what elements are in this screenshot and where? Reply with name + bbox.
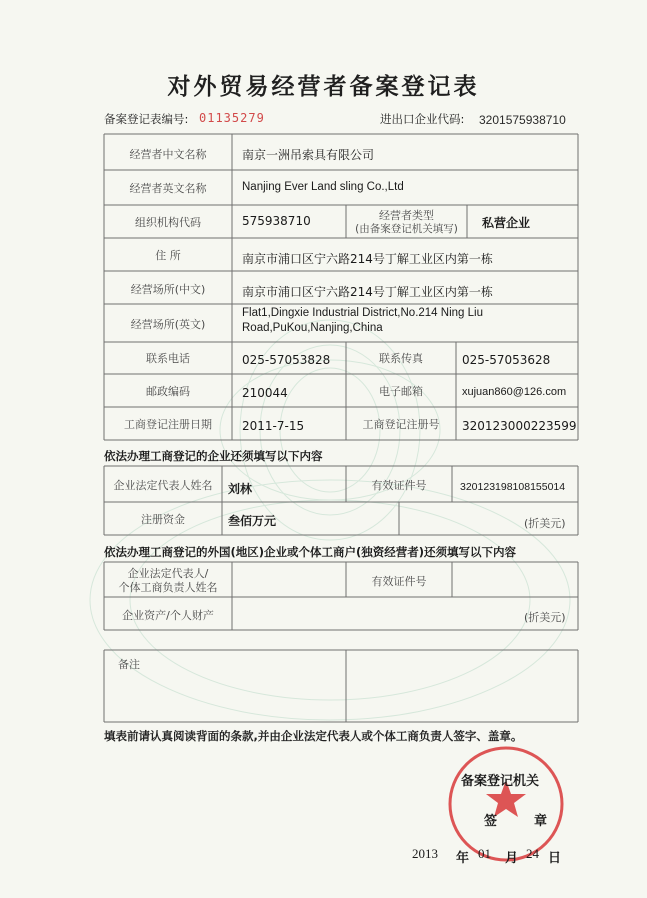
sign-label: 签 — [484, 814, 498, 829]
assets-label: 企业资产/个人财产 — [122, 609, 214, 622]
id-number-label: 有效证件号 — [371, 479, 427, 492]
cn-name-label: 经营者中文名称 — [129, 148, 207, 161]
operator-type-value: 私营企业 — [482, 216, 531, 230]
enterprise-code-label: 进出口企业代码: — [380, 112, 465, 126]
registration-number-value: 01135279 — [199, 111, 265, 125]
date-year-unit: 年 — [456, 851, 470, 866]
address-value: 南京市浦口区宁六路214号丁解工业区内第一栋 — [242, 252, 493, 266]
foreign-rep-label-2: 个体工商负责人姓名 — [118, 581, 218, 594]
site-en-value-line1: Flat1,Dingxie Industrial District,No.214 Ning Liu — [242, 307, 483, 319]
capital-usd-unit: (折美元) — [524, 517, 566, 530]
capital-label: 注册资金 — [141, 513, 185, 526]
phone-value: 025-57053828 — [242, 353, 331, 367]
id-number-value: 320123198108155014 — [460, 481, 566, 493]
official-seal-stamp — [428, 738, 584, 864]
phone-label: 联系电话 — [146, 352, 190, 365]
signing-instruction: 填表前请认真阅读背面的条款,并由企业法定代表人或个体工商负责人签字、盖章。 — [104, 729, 523, 743]
biz-date-value: 2011-7-15 — [242, 419, 305, 433]
foreign-id-label: 有效证件号 — [371, 575, 427, 588]
date-month-value: 01 — [478, 846, 491, 861]
zip-label: 邮政编码 — [146, 385, 190, 398]
form-title: 对外贸易经营者备案登记表 — [167, 74, 480, 100]
section2-heading: 依法办理工商登记的外国(地区)企业或个体工商户(独资经营者)还须填写以下内容 — [104, 545, 517, 559]
remarks-label: 备注 — [118, 658, 140, 671]
capital-value: 叁佰万元 — [228, 514, 277, 528]
legal-rep-label: 企业法定代表人姓名 — [113, 479, 213, 492]
email-label: 电子邮箱 — [379, 385, 423, 398]
org-code-value: 575938710 — [242, 214, 311, 228]
fax-label: 联系传真 — [379, 352, 423, 365]
address-label: 住 所 — [155, 249, 181, 262]
operator-type-label: 经营者类型 — [379, 209, 434, 222]
registration-number-label: 备案登记表编号: — [104, 112, 189, 126]
operator-type-note: (由备案登记机关填写) — [355, 223, 458, 235]
biz-no-value: 320123000223599 — [462, 419, 577, 433]
site-cn-label: 经营场所(中文) — [130, 283, 206, 296]
site-en-value-line2: Road,PuKou,Nanjing,China — [242, 322, 383, 334]
foreign-rep-label-1: 企业法定代表人/ — [127, 567, 209, 580]
date-day-value: 24 — [526, 846, 539, 861]
enterprise-code-value: 3201575938710 — [479, 113, 566, 127]
biz-no-label: 工商登记注册号 — [362, 418, 440, 431]
seal-label: 章 — [534, 814, 548, 829]
zip-value: 210044 — [242, 386, 288, 400]
legal-rep-value: 刘林 — [228, 482, 253, 496]
org-code-label: 组织机构代码 — [135, 216, 201, 229]
date-month-unit: 月 — [505, 851, 519, 866]
site-en-label: 经营场所(英文) — [130, 318, 206, 331]
site-cn-value: 南京市浦口区宁六路214号丁解工业区内第一栋 — [242, 285, 493, 299]
en-name-label: 经营者英文名称 — [129, 182, 207, 195]
email-value: xujuan860@126.com — [462, 386, 567, 398]
assets-usd-unit: (折美元) — [524, 611, 566, 624]
filing-authority-label: 备案登记机关 — [461, 774, 540, 789]
date-day-unit: 日 — [548, 851, 562, 866]
fax-value: 025-57053628 — [462, 353, 551, 367]
section1-heading: 依法办理工商登记的企业还须填写以下内容 — [104, 449, 323, 463]
en-name-value: Nanjing Ever Land sling Co.,Ltd — [242, 181, 404, 193]
date-year-value: 2013 — [412, 846, 438, 861]
biz-date-label: 工商登记注册日期 — [124, 418, 212, 431]
cn-name-value: 南京一洲吊索具有限公司 — [242, 148, 375, 162]
